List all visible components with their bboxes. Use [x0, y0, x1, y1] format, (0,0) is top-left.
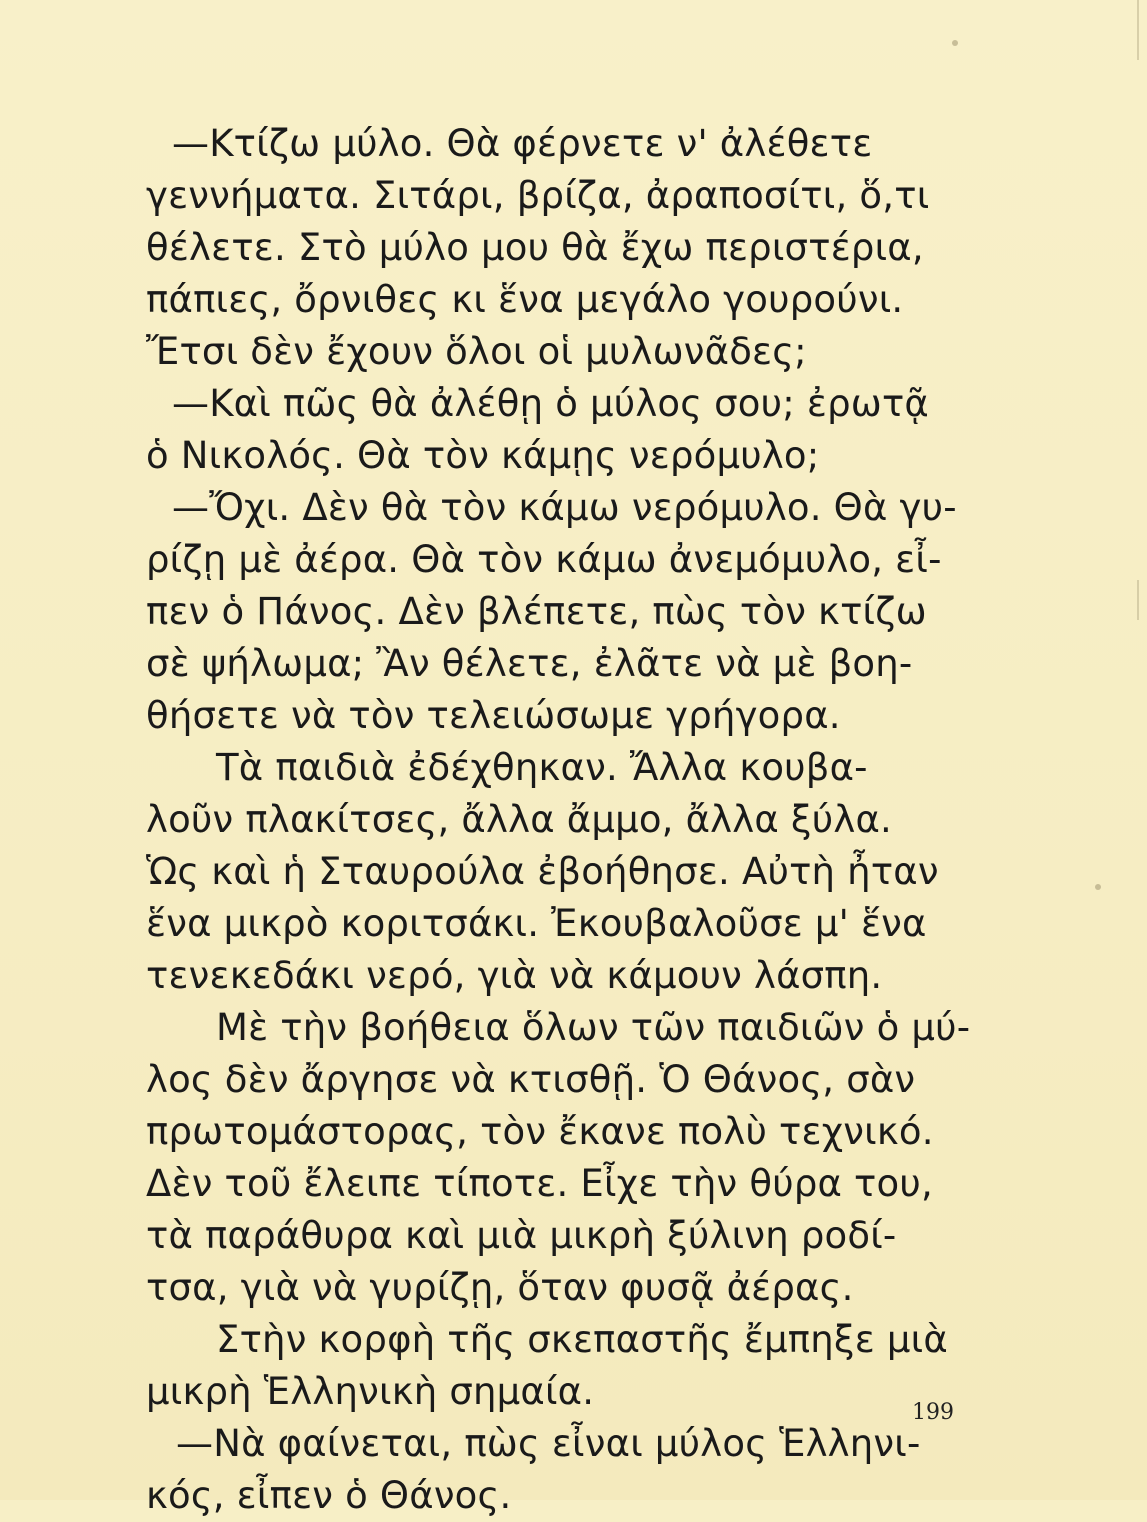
paper-speck	[952, 40, 958, 46]
text-line: τενεκεδάκι νερό, γιὰ νὰ κάμουν λάσπη.	[146, 954, 883, 997]
text-line: —Κτίζω μύλο. Θὰ φέρνετε ν' ἀλέθετε	[172, 122, 873, 165]
text-line: θήσετε νὰ τὸν τελειώσωμε γρήγορα.	[146, 694, 841, 737]
text-line: —Νὰ φαίνεται, πὼς εἶναι μύλος Ἑλληνι-	[176, 1422, 921, 1465]
text-line: λος δὲν ἄργησε νὰ κτισθῇ. Ὁ Θάνος, σὰν	[146, 1058, 916, 1101]
text-line: —Ὄχι. Δὲν θὰ τὸν κάμω νερόμυλο. Θὰ γυ-	[172, 486, 957, 529]
text-line: πρωτομάστορας, τὸν ἔκανε πολὺ τεχνικό.	[146, 1110, 934, 1153]
page-edge-mark	[1137, 580, 1139, 620]
paper-speck	[1095, 884, 1101, 890]
text-line: Μὲ τὴν βοήθεια ὅλων τῶν παιδιῶν ὁ μύ-	[216, 1006, 971, 1049]
text-line: Δὲν τοῦ ἔλειπε τίποτε. Εἶχε τὴν θύρα του,	[146, 1162, 933, 1205]
text-line: —Καὶ πῶς θὰ ἀλέθῃ ὁ μύλος σου; ἐρωτᾷ	[172, 382, 930, 425]
text-line: Τὰ παιδιὰ ἐδέχθηκαν. Ἄλλα κουβα-	[216, 746, 868, 789]
text-line: πάπιες, ὄρνιθες κι ἕνα μεγάλο γουρούνι.	[146, 278, 904, 321]
text-line: ὁ Νικολός. Θὰ τὸν κάμῃς νερόμυλο;	[146, 434, 820, 477]
text-line: ἕνα μικρὸ κοριτσάκι. Ἐκουβαλοῦσε μ' ἕνα	[146, 902, 927, 945]
body-text	[146, 118, 1006, 1522]
text-line: πεν ὁ Πάνος. Δὲν βλέπετε, πὼς τὸν κτίζω	[146, 590, 927, 633]
text-line: γεννήματα. Σιτάρι, βρίζα, ἀραποσίτι, ὅ,τι	[146, 174, 930, 217]
text-line: Στὴν κορφὴ τῆς σκεπαστῆς ἔμπηξε μιὰ	[216, 1318, 948, 1361]
text-line: Ἔτσι δὲν ἔχουν ὅλοι οἱ μυλωνᾶδες;	[146, 330, 807, 373]
text-line: σὲ ψήλωμα; Ἂν θέλετε, ἐλᾶτε νὰ μὲ βοη-	[146, 642, 913, 685]
text-line: τσα, γιὰ νὰ γυρίζῃ, ὅταν φυσᾷ ἀέρας.	[146, 1266, 854, 1309]
text-line: μικρὴ Ἑλληνικὴ σημαία.	[146, 1370, 595, 1413]
text-line: θέλετε. Στὸ μύλο μου θὰ ἔχω περιστέρια,	[146, 226, 924, 269]
text-line: τὰ παράθυρα καὶ μιὰ μικρὴ ξύλινη ροδί-	[146, 1214, 897, 1257]
text-line: λοῦν πλακίτσες, ἄλλα ἄμμο, ἄλλα ξύλα.	[146, 798, 893, 841]
page-edge-mark	[1137, 0, 1139, 60]
text-line: κός, εἶπεν ὁ Θάνος.	[146, 1474, 512, 1517]
text-line: ρίζῃ μὲ ἀέρα. Θὰ τὸν κάμω ἀνεμόμυλο, εἶ-	[146, 538, 942, 581]
text-line: Ὡς καὶ ἡ Σταυρούλα ἐβοήθησε. Αὐτὴ ἦταν	[146, 850, 939, 893]
page-number: 199	[912, 1400, 954, 1425]
